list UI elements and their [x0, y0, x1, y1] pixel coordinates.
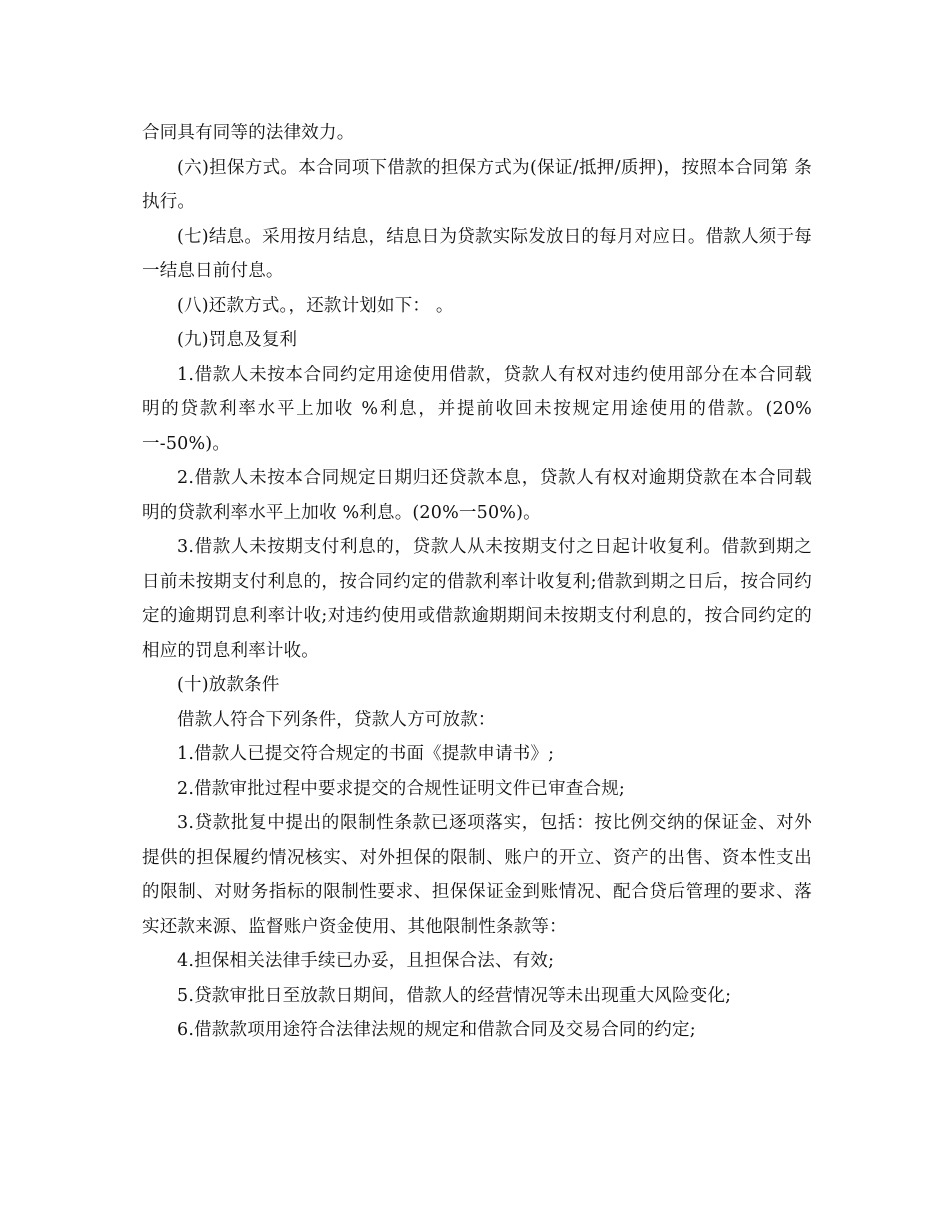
paragraph-guarantee-method: (六)担保方式。本合同项下借款的担保方式为(保证/抵押/质押)，按照本合同第 条执行。 [142, 157, 812, 212]
paragraph-conditions-intro: 借款人符合下列条件，贷款人方可放款： [177, 709, 496, 730]
paragraph-penalty-2: 2.借款人未按本合同规定日期归还贷款本息，贷款人有权对逾期贷款在本合同载明的贷款利率水平上加收 %利息。(20%一50%)。 [142, 468, 812, 523]
paragraph-condition-3: 3.贷款批复中提出的限制性条款已逐项落实，包括：按比例交纳的保证金、对外提供的担保履约情况核实、对外担保的限制、账户的开立、资产的出售、资本性支出的限制、对财务指标的限制性要求、担保保证金到账情况、配合贷后管理的要求、落实还款来源、监督账户资金使用、其他限制性条款等： [142, 813, 812, 937]
paragraph-continuation: 合同具有同等的法律效力。 [142, 123, 355, 143]
paragraph-condition-5: 5.贷款审批日至放款日期间，借款人的经营情况等未出现重大风险变化; [177, 985, 732, 1006]
paragraph-condition-6: 6.借款款项用途符合法律法规的规定和借款合同及交易合同的约定; [177, 1020, 696, 1040]
paragraph-repayment-method: (八)还款方式。，还款计划如下： 。 [177, 295, 454, 316]
paragraph-penalty-3: 3.借款人未按期支付利息的，贷款人从未按期支付之日起计收复利。借款到期之日前未按期支付利息的，按合同约定的借款利率计收复利;借款到期之日后，按合同约定的逾期罚息利率计收;对违约使用或借款逾期期间未按期支付利息的，按合同约定的相应的罚息利率计收。 [142, 537, 812, 661]
paragraph-penalty-1: 1.借款人未按本合同约定用途使用借款，贷款人有权对违约使用部分在本合同载明的贷款利率水平上加收 %利息，并提前收回未按规定用途使用的借款。(20%一-50%)。 [142, 364, 812, 454]
paragraph-condition-2: 2.借款审批过程中要求提交的合规性证明文件已审查合规; [177, 778, 625, 799]
heading-disbursement-conditions: (十)放款条件 [177, 675, 280, 695]
heading-penalty-interest: (九)罚息及复利 [177, 330, 298, 350]
document-body [142, 116, 812, 1048]
paragraph-condition-1: 1.借款人已提交符合规定的书面《提款申请书》; [177, 744, 555, 764]
paragraph-interest-settlement: (七)结息。采用按月结息，结息日为贷款实际发放日的每月对应日。借款人须于每一结息日前付息。 [142, 226, 812, 281]
paragraph-condition-4: 4.担保相关法律手续已办妥，且担保合法、有效; [177, 951, 555, 971]
